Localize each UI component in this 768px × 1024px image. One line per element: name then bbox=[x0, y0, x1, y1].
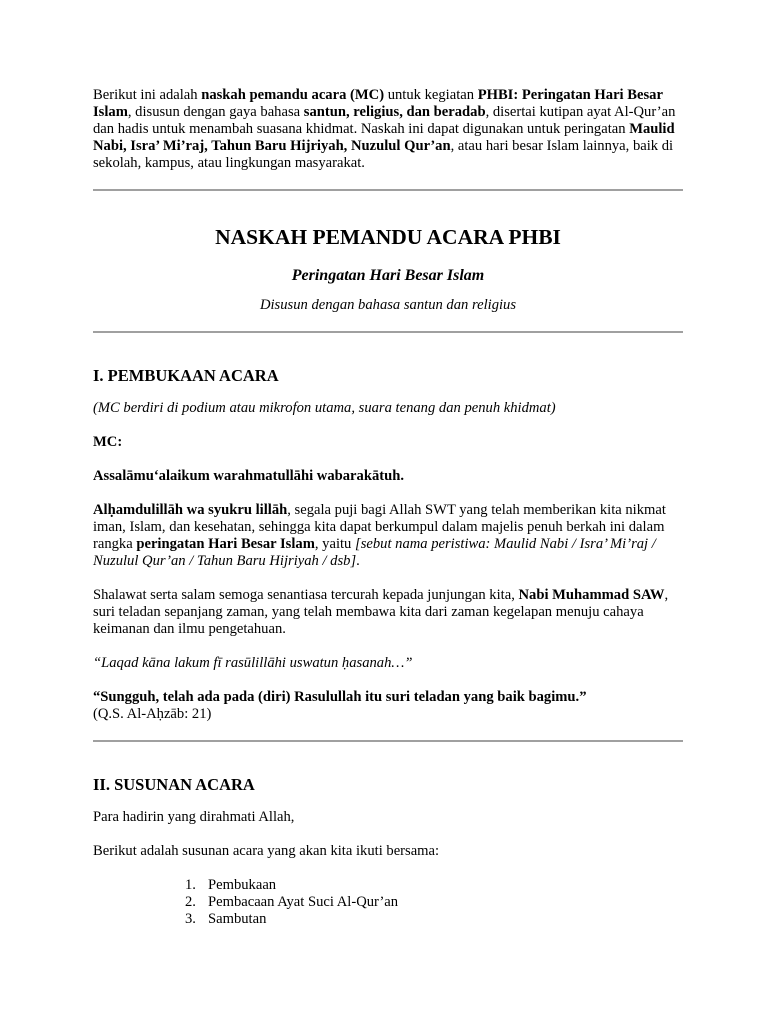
list-number: 3. bbox=[185, 911, 196, 927]
quote-source: (Q.S. Al-Aḥzāb: 21) bbox=[93, 706, 212, 722]
paragraph-list-intro: Berikut adalah susunan acara yang akan kita ikuti bersama: bbox=[93, 843, 440, 859]
intro-bold: Maulid Nabi, Isra’ Mi’raj, Tahun Baru Hijriyah, Nuzulul Qur’an bbox=[93, 121, 675, 154]
paragraph-shalawat bbox=[93, 587, 683, 638]
intro-text: untuk kegiatan bbox=[384, 87, 478, 103]
section-heading-susunan: II. SUSUNAN ACARA bbox=[93, 775, 255, 794]
agenda-list bbox=[93, 877, 683, 928]
list-item-label: Sambutan bbox=[208, 911, 267, 927]
intro-bold: santun, religius, dan beradab bbox=[303, 104, 486, 120]
body-text: , segala puji bagi Allah SWT yang telah memberikan kita nikmat iman, Islam, dan kesehatan, sehingga kita dapat berkumpul dalam majelis penuh berkah ini dalam rangka bbox=[93, 502, 666, 552]
body-text: . bbox=[356, 553, 360, 569]
body-text: , yaitu bbox=[314, 536, 356, 552]
placeholder-text: [sebut nama peristiwa: Maulid Nabi / Isra’ Mi’raj / Nuzulul Qur’an / Tahun Baru Hijriyah / dsb] bbox=[93, 536, 656, 569]
list-item-label: Pembukaan bbox=[208, 877, 277, 893]
speaker-label: MC: bbox=[93, 434, 123, 450]
quote-translation-block bbox=[93, 689, 683, 723]
divider bbox=[93, 331, 683, 333]
bold-text: Nabi Muhammad SAW bbox=[518, 587, 665, 603]
list-item bbox=[185, 877, 683, 894]
list-number: 2. bbox=[185, 894, 196, 910]
list-item bbox=[185, 894, 683, 911]
document-tagline: Disusun dengan bahasa santun dan religius bbox=[259, 297, 517, 313]
bold-text: peringatan Hari Besar Islam bbox=[136, 536, 315, 552]
document-body bbox=[93, 87, 683, 928]
list-number: 1. bbox=[185, 877, 196, 893]
quote-arabic: “Laqad kāna lakum fī rasūlillāhi uswatun ḥasanah…” bbox=[93, 655, 413, 671]
opening-greeting: Assalāmu‘alaikum warahmatullāhi wabarakātuh. bbox=[93, 468, 404, 484]
stage-direction: (MC berdiri di podium atau mikrofon utama, suara tenang dan penuh khidmat) bbox=[93, 400, 556, 416]
intro-text: , disertai kutipan ayat Al-Qur’an dan hadis untuk menambah suasana khidmat. Naskah ini dapat digunakan untuk peringatan bbox=[93, 104, 676, 137]
section-heading-pembukaan: I. PEMBUKAAN ACARA bbox=[93, 366, 279, 385]
intro-text: Berikut ini adalah bbox=[93, 87, 202, 103]
divider bbox=[93, 740, 683, 742]
body-text: Shalawat serta salam semoga senantiasa tercurah kepada junjungan kita, bbox=[93, 587, 519, 603]
paragraph-hamdalah bbox=[93, 502, 683, 570]
intro-bold: PHBI: Peringatan Hari Besar Islam bbox=[93, 87, 663, 120]
list-item-label: Pembacaan Ayat Suci Al-Qur’an bbox=[208, 894, 399, 910]
quote-translation: “Sungguh, telah ada pada (diri) Rasulullah itu suri teladan yang baik bagimu.” bbox=[93, 689, 587, 705]
bold-text: Alḥamdulillāh wa syukru lillāh bbox=[93, 502, 288, 518]
paragraph-address: Para hadirin yang dirahmati Allah, bbox=[93, 809, 295, 825]
list-item bbox=[185, 911, 683, 928]
document-title: NASKAH PEMANDU ACARA PHBI bbox=[215, 225, 561, 249]
intro-text: , disusun dengan gaya bahasa bbox=[127, 104, 304, 120]
divider bbox=[93, 189, 683, 191]
intro-bold: naskah pemandu acara (MC) bbox=[201, 87, 385, 103]
body-text: , suri teladan sepanjang zaman, yang telah membawa kita dari zaman kegelapan menuju cahaya keimanan dan ilmu pengetahuan. bbox=[93, 587, 669, 637]
intro-paragraph bbox=[93, 87, 683, 172]
document-subtitle: Peringatan Hari Besar Islam bbox=[291, 267, 485, 284]
intro-text: , atau hari besar Islam lainnya, baik di sekolah, kampus, atau lingkungan masyarakat. bbox=[93, 138, 674, 171]
